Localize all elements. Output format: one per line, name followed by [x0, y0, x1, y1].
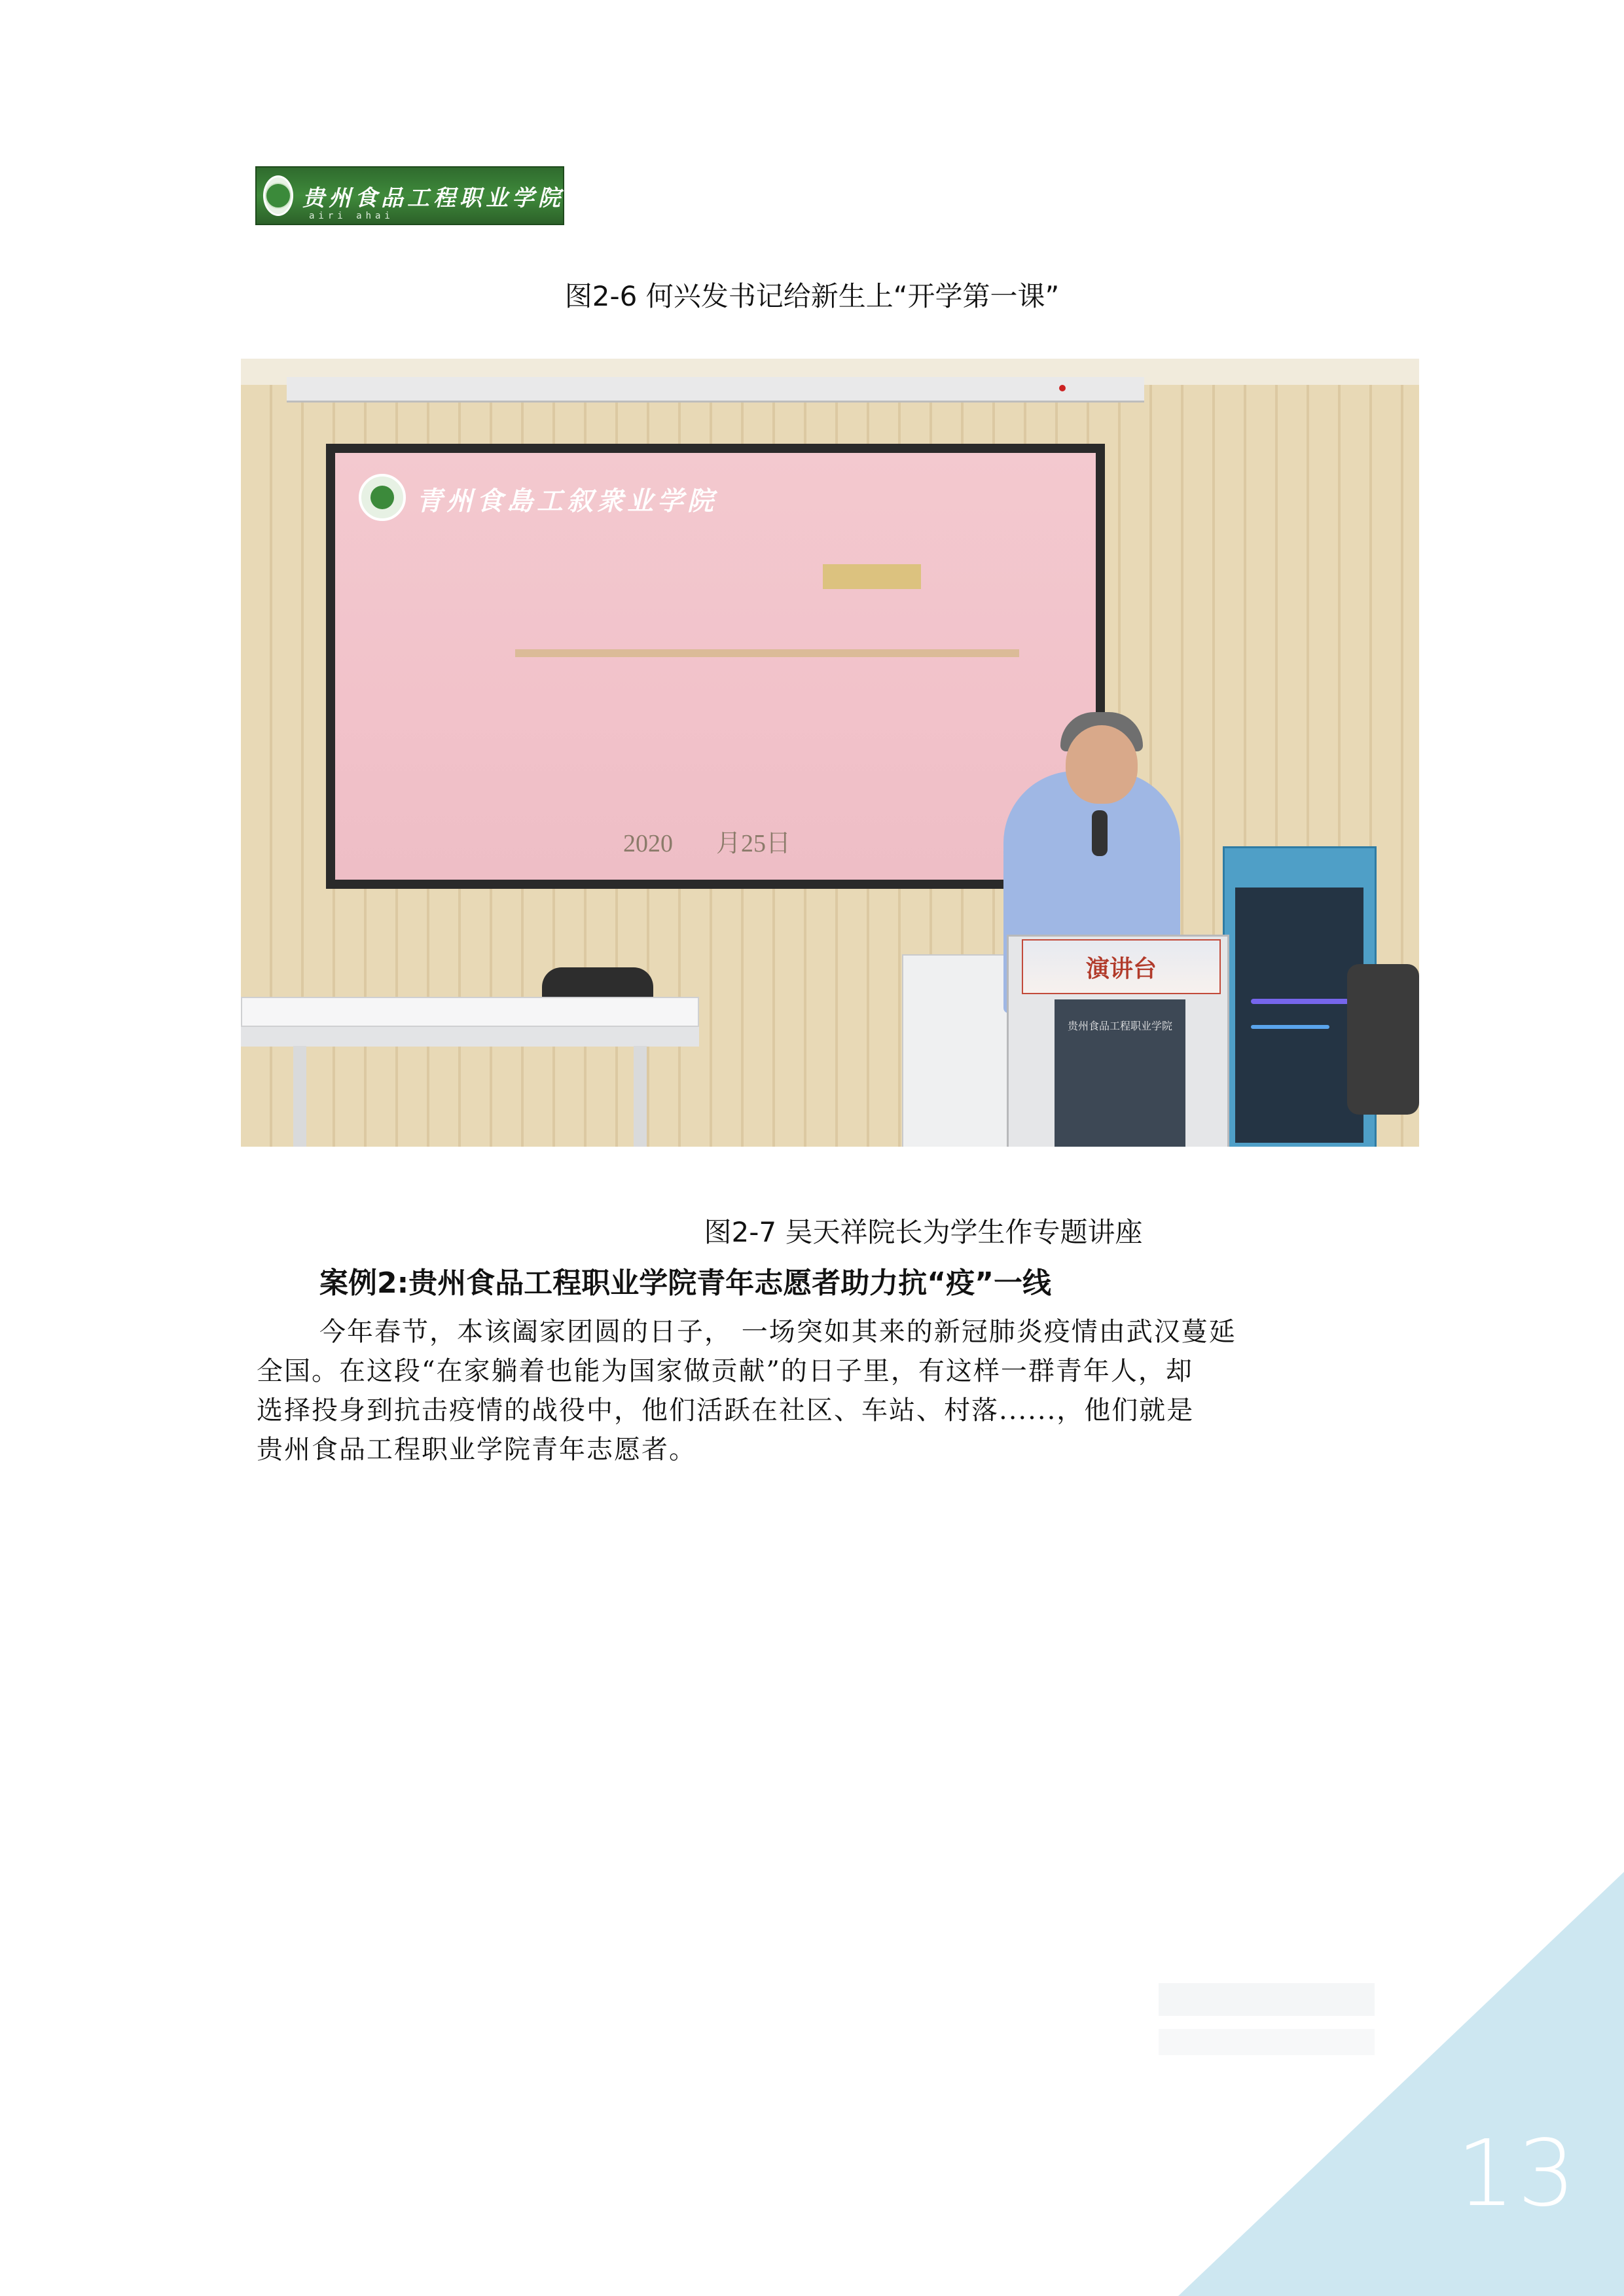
case-heading: 案例2:贵州食品工程职业学院青年志愿者助力抗“疫”一线	[319, 1266, 1052, 1300]
desk-leg	[634, 1046, 647, 1147]
podium-banner: 演讲台	[1022, 939, 1221, 994]
presenter-head	[1066, 725, 1138, 804]
screen-school-name: 青州食島工叙衆业学院	[416, 486, 717, 516]
school-name-sub: airi ahai	[309, 211, 394, 221]
side-cabinet	[902, 954, 1013, 1147]
screen-date-day: 月25日	[716, 830, 791, 857]
screen-school-logo-icon	[359, 474, 406, 521]
microphone-icon	[1092, 810, 1108, 856]
paragraph-line: 选择投身到抗击疫情的战役中，他们活跃在社区、车站、村落......，他们就是	[257, 1395, 1195, 1426]
figure-2-6-caption: 图2-6 何兴发书记给新生上“开学第一课”	[564, 280, 1060, 312]
projector-screen-case	[287, 377, 1144, 403]
desk-top	[241, 997, 699, 1027]
lecture-photo	[241, 359, 1419, 1147]
page-number: 13	[1456, 2121, 1579, 2227]
school-logo-banner	[255, 166, 564, 225]
podium-label: 贵州食品工程职业学院	[1067, 1020, 1172, 1032]
case-paragraph	[257, 1312, 1396, 1469]
screen-date-year: 2020	[623, 830, 673, 857]
podium	[1007, 935, 1229, 1147]
screen-subtitle-blur	[515, 649, 1019, 657]
paragraph-line: 今年春节，本该阖家团圆的日子， 一场突如其来的新冠肺炎疫情由武汉蔓延	[319, 1317, 1236, 1347]
chair-right	[1347, 964, 1419, 1115]
faint-decoration	[1159, 1983, 1375, 2016]
screen-date	[623, 823, 791, 859]
projection-screen	[326, 444, 1105, 889]
desk-edge	[241, 1027, 699, 1047]
school-name: 贵州食品工程职业学院	[302, 185, 564, 211]
paragraph-line: 全国。在这段“在家躺着也能为国家做贡献”的日子里，有这样一群青年人，却	[257, 1356, 1193, 1386]
faint-decoration	[1159, 2029, 1375, 2055]
paragraph-line: 贵州食品工程职业学院青年志愿者。	[257, 1435, 696, 1465]
podium-panel	[1055, 999, 1185, 1147]
school-emblem-icon	[263, 175, 293, 216]
figure-2-7-caption: 图2-7 吴天祥院长为学生作专题讲座	[704, 1216, 1143, 1248]
corner-triangle-decoration	[1178, 1872, 1624, 2296]
desk-leg	[293, 1046, 306, 1147]
screen-title-blur	[823, 564, 921, 589]
